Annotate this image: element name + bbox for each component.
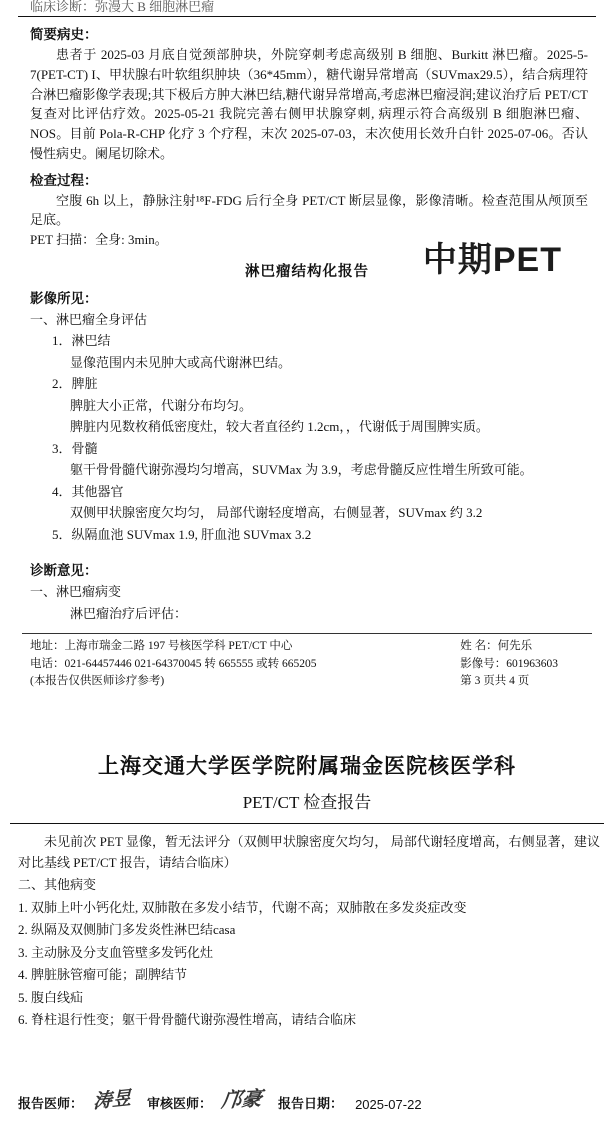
history-title: 简要病史： (30, 27, 98, 42)
footer-note: (本报告仅供医师诊疗参考) (30, 674, 165, 687)
reviewing-doctor-label: 审核医师： (147, 1095, 213, 1111)
header-divider (10, 823, 604, 824)
page-gap (0, 690, 614, 744)
history-text: 患者于 2025-03 月底自觉颈部肿块，外院穿刺考虑高级别 B 细胞、Burkitt 淋巴瘤。2025-5-7(PET-CT) I、甲状腺右叶软组织肿块（36*45mm），糖代谢异常增高（SUVmax29.5），结合病理符合淋巴瘤影像学表现;其下极后方肿大淋巴结,糖代谢异常增高,考虑淋巴瘤浸润;建议治疗后 PET/CT 复查对比评估疗效。2025-05-21 我院完善右侧甲状腺穿刺, 病理示符合高级别 B 细胞淋巴瘤、NOS。目前 Pola-R-CHP 化疗 3 个疗程，末次 2025-07-03，末次使用长效升白针 2025-07-06。否认慢性病史。阑尾切除术。 (30, 47, 588, 161)
page-two-body (0, 832, 614, 1031)
footer-divider (22, 633, 592, 634)
footer-phone: 电话：021-64457446 021-64370045 转 665555 或转 665205 (30, 657, 317, 670)
signature-row (0, 1083, 614, 1112)
findings-item: 1．淋巴结 (52, 333, 111, 349)
findings-item: 一、淋巴瘤全身评估 (30, 311, 148, 327)
findings-item: 3．骨髓 (52, 440, 98, 456)
impression-item: 淋巴瘤治疗后评估： (70, 605, 188, 621)
exam-process-text: 空腹 6h 以上，静脉注射¹⁸F-FDG 后行全身 PET/CT 断层显像，影像清晰。检查范围从颅顶至足底。 (30, 192, 588, 228)
body-paragraph: 未见前次 PET 显像，暂无法评分（双侧甲状腺密度欠均匀， 局部代谢轻度增高，右侧显著，建议对比基线 PET/CT 报告，请结合临床） (18, 834, 600, 870)
impression-item: 一、淋巴瘤病变 (30, 584, 122, 600)
report-date-label: 报告日期： (278, 1095, 344, 1111)
report-date-field (278, 1093, 422, 1112)
footer-page-number: 第 3 页共 4 页 (460, 674, 530, 687)
findings-item: 躯干骨骨髓代谢弥漫均匀增高，SUVMax 为 3.9，考虑骨髓反应性增生所致可能。 (70, 462, 533, 478)
findings-item: 双侧甲状腺密度欠均匀， 局部代谢轻度增高，右侧显著，SUVmax 约 3.2 (70, 505, 483, 521)
body-paragraph: 二、其他病变 (18, 877, 97, 893)
report-kind-title: PET/CT 检查报告 (242, 793, 372, 812)
clipped-diagnosis-line: 临床诊断：弥漫大 B 细胞淋巴瘤 (30, 0, 215, 14)
body-paragraph: 1. 双肺上叶小钙化灶, 双肺散在多发小结节，代谢不高；双肺散在多发炎症改变 (18, 899, 467, 915)
mid-pet-watermark: 中期PET (422, 241, 562, 279)
findings-item: 脾脏大小正常，代谢分布均匀。 (70, 397, 253, 413)
body-paragraph: 2. 纵隔及双侧肺门多发炎性淋巴结casa (18, 922, 236, 938)
reviewing-doctor-field (147, 1083, 272, 1112)
findings-item: 显像范围内未见肿大或高代谢淋巴结。 (70, 354, 292, 370)
body-paragraph: 3. 主动脉及分支血管壁多发钙化灶 (18, 944, 214, 960)
footer-image-id: 影像号：601963603 (460, 657, 558, 670)
page-two-section (0, 750, 614, 1112)
top-divider (18, 16, 596, 17)
findings-item: 2．脾脏 (52, 376, 98, 392)
exam-process-title: 检查过程： (30, 172, 98, 188)
structured-report-title: 淋巴瘤结构化报告 (245, 263, 369, 280)
body-paragraph: 5. 腹白线疝 (18, 989, 84, 1005)
findings-item: 4．其他器官 (52, 483, 124, 499)
footer-contact-block (30, 638, 317, 690)
page-footer (12, 638, 602, 690)
findings-title: 影像所见： (30, 290, 98, 306)
body-paragraph: 4. 脾脏脉管瘤可能；副脾结节 (18, 967, 188, 983)
impression-title: 诊断意见： (30, 563, 98, 579)
footer-address: 地址：上海市瑞金二路 197 号核医学科 PET/CT 中心 (30, 640, 293, 653)
report-date-value: 2025-07-22 (355, 1096, 422, 1112)
reporting-doctor-field (18, 1085, 141, 1112)
body-paragraph: 6. 脊柱退行性变；躯干骨骨髓代谢弥漫性增高，请结合临床 (18, 1012, 357, 1028)
reviewing-doctor-signature: 邝豪 (220, 1087, 264, 1112)
reporting-doctor-signature: 涛昱 (93, 1087, 131, 1113)
reporting-doctor-label: 报告医师： (18, 1095, 84, 1111)
pet-scan-text: PET 扫描：全身: 3min。 (30, 232, 168, 247)
footer-patient-name: 姓 名：何先乐 (460, 640, 533, 653)
findings-item: 5．纵隔血池 SUVmax 1.9, 肝血池 SUVmax 3.2 (52, 526, 312, 542)
findings-item: 脾脏内见数枚稍低密度灶，较大者直径约 1.2cm，，代谢低于周围脾实质。 (70, 419, 489, 435)
hospital-title: 上海交通大学医学院附属瑞金医院核医学科 (98, 754, 516, 778)
footer-patient-block (460, 638, 588, 690)
